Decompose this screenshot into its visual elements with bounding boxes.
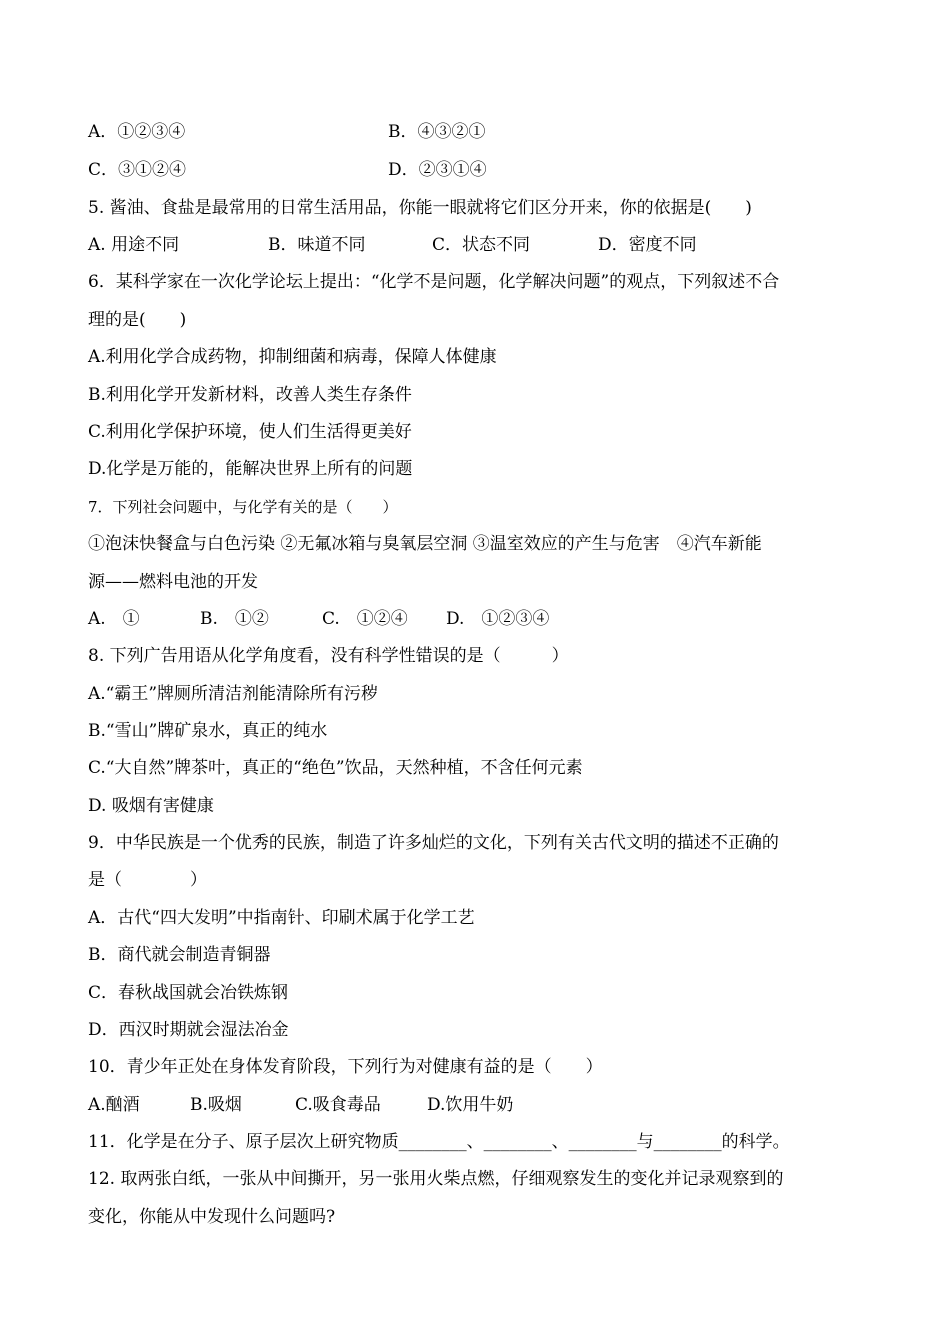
q6-stem-line1: 6．某科学家在一次化学论坛上提出：“化学不是问题，化学解决问题”的观点，下列叙述不合 bbox=[88, 272, 780, 292]
q4-option-c: C．③①②④ bbox=[88, 160, 187, 180]
q8-option-d: D. 吸烟有害健康 bbox=[88, 796, 214, 816]
q5-option-d: D．密度不同 bbox=[598, 235, 697, 255]
q10-option-d: D.饮用牛奶 bbox=[427, 1095, 514, 1115]
q9-stem-line1: 9．中华民族是一个优秀的民族，制造了许多灿烂的文化，下列有关古代文明的描述不正确的 bbox=[88, 833, 779, 853]
q4-option-a: A．①②③④ bbox=[88, 122, 186, 142]
q12-stem-line2: 变化，你能从中发现什么问题吗? bbox=[88, 1207, 336, 1227]
q9-option-a: A．古代“四大发明”中指南针、印刷术属于化学工艺 bbox=[88, 908, 475, 928]
q10-stem: 10．青少年正处在身体发育阶段，下列行为对健康有益的是（ ） bbox=[88, 1057, 603, 1077]
q7-option-a: A. ① bbox=[88, 609, 140, 629]
q5-option-b: B．味道不同 bbox=[268, 235, 366, 255]
q8-option-b: B.“雪山”牌矿泉水，真正的纯水 bbox=[88, 721, 328, 741]
q9-stem-line2: 是（ ） bbox=[88, 870, 207, 890]
q6-option-d: D.化学是万能的，能解决世界上所有的问题 bbox=[88, 459, 413, 479]
q5-option-c: C．状态不同 bbox=[432, 235, 531, 255]
q9-option-d: D．西汉时期就会湿法冶金 bbox=[88, 1020, 289, 1040]
q8-stem: 8. 下列广告用语从化学角度看，没有科学性错误的是（ ） bbox=[88, 646, 569, 666]
q5-stem: 5. 酱油、食盐是最常用的日常生活用品，你能一眼就将它们区分开来，你的依据是( ) bbox=[88, 198, 752, 218]
q6-option-a: A.利用化学合成药物，抑制细菌和病毒，保障人体健康 bbox=[88, 347, 497, 367]
q7-items-line2: 源——燃料电池的开发 bbox=[88, 572, 258, 592]
q10-option-c: C.吸食毒品 bbox=[295, 1095, 381, 1115]
q5-option-a: A. 用途不同 bbox=[88, 235, 180, 255]
q9-option-c: C．春秋战国就会冶铁炼钢 bbox=[88, 983, 289, 1003]
q12-stem-line1: 12. 取两张白纸，一张从中间撕开，另一张用火柴点燃，仔细观察发生的变化并记录观察到的 bbox=[88, 1169, 784, 1189]
q8-option-a: A.“霸王”牌厕所清洁剂能清除所有污秽 bbox=[88, 684, 379, 704]
q6-option-c: C.利用化学保护环境，使人们生活得更美好 bbox=[88, 422, 412, 442]
q8-option-c: C.“大自然”牌茶叶，真正的“绝色”饮品，天然种植，不含任何元素 bbox=[88, 758, 583, 778]
q7-items-line1: ①泡沫快餐盒与白色污染 ②无氟冰箱与臭氧层空洞 ③温室效应的产生与危害 ④汽车新能 bbox=[88, 534, 762, 554]
q10-option-a: A.酗酒 bbox=[88, 1095, 140, 1115]
q7-option-c: C. ①②④ bbox=[322, 609, 408, 629]
q4-option-b: B．④③②① bbox=[388, 122, 486, 142]
q7-option-b: B. ①② bbox=[200, 609, 269, 629]
q10-option-b: B.吸烟 bbox=[190, 1095, 242, 1115]
q6-option-b: B.利用化学开发新材料，改善人类生存条件 bbox=[88, 385, 412, 405]
q6-stem-line2: 理的是( ) bbox=[88, 310, 187, 330]
q7-stem: 7．下列社会问题中，与化学有关的是（ ） bbox=[88, 498, 398, 516]
q9-option-b: B．商代就会制造青铜器 bbox=[88, 945, 271, 965]
q4-option-d: D．②③①④ bbox=[388, 160, 487, 180]
q7-option-d: D. ①②③④ bbox=[446, 609, 550, 629]
q11-stem: 11．化学是在分子、原子层次上研究物质________、________、________与________的科学。 bbox=[88, 1132, 790, 1152]
